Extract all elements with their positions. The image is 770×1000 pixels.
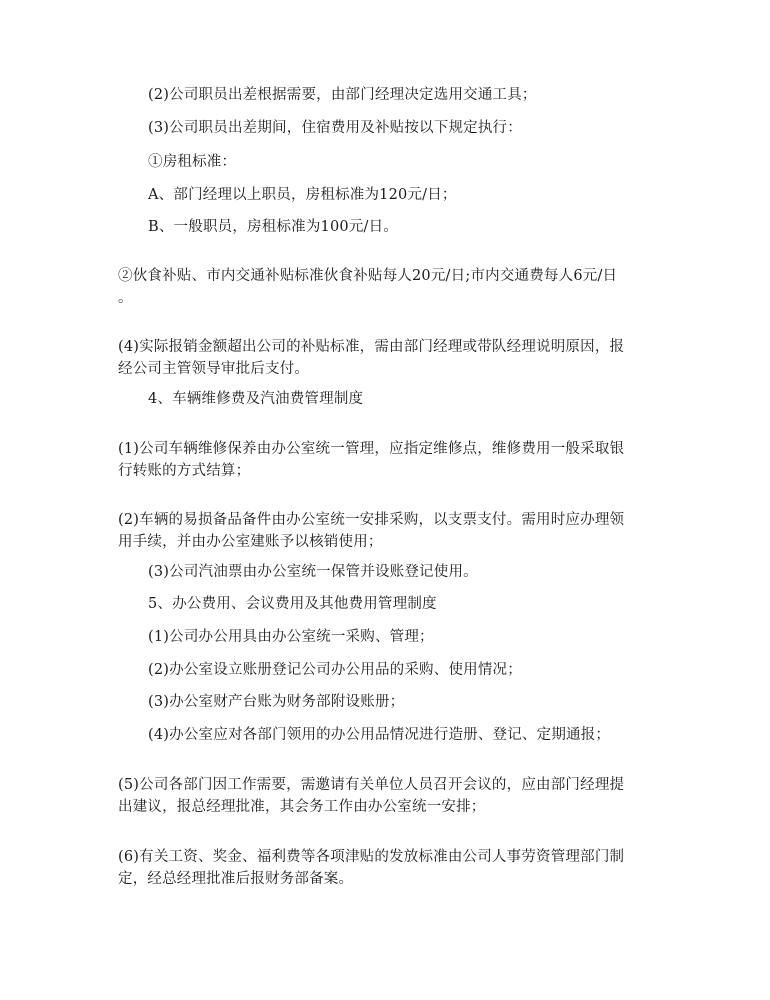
paragraph-line: (6)有关工资、奖金、福利费等各项津贴的发放标准由公司人事劳资管理部门制 — [118, 849, 625, 865]
paragraph-travel-transport: (2)公司职员出差根据需要，由部门经理决定选用交通工具； — [148, 87, 537, 103]
paragraph-line: 出建议，报总经理批准，其会务工作由办公室统一安排； — [118, 799, 486, 815]
paragraph-line: 经公司主管领导审批后支付。 — [118, 361, 310, 377]
paragraph-allowances — [118, 846, 658, 890]
paragraph-room-standard: ①房租标准： — [148, 154, 237, 170]
paragraph-office-ledger: (2)办公室设立账册登记公司办公用品的采购、使用情况； — [148, 662, 522, 678]
paragraph-room-staff: B、一般职员，房租标准为100元/日。 — [148, 219, 399, 235]
paragraph-meal-allowance — [118, 265, 658, 309]
paragraph-line: 用手续，并由办公室建账予以核销使用； — [118, 534, 383, 550]
paragraph-vehicle-maintenance — [118, 438, 658, 482]
paragraph-office-supplies: (1)公司办公用具由办公室统一采购、管理； — [148, 629, 434, 645]
paragraph-line: ②伙食补贴、市内交通补贴标准伙食补贴每人20元/日;市内交通费每人6元/日 — [118, 268, 618, 284]
paragraph-property-ledger: (3)办公室财产台账为财务部附设账册； — [148, 694, 405, 710]
paragraph-supplies-report: (4)办公室应对各部门领用的办公用品情况进行造册、登记、定期通报； — [148, 727, 611, 743]
paragraph-line: 。 — [118, 290, 133, 306]
paragraph-meetings — [118, 774, 658, 818]
section-heading-vehicle: 4、车辆维修费及汽油费管理制度 — [148, 391, 364, 407]
section-heading-office-expenses: 5、办公费用、会议费用及其他费用管理制度 — [148, 596, 437, 612]
paragraph-vehicle-parts — [118, 509, 658, 553]
paragraph-reimbursement-excess — [118, 336, 658, 380]
paragraph-line: (5)公司各部门因工作需要，需邀请有关单位人员召开会议的，应由部门经理提 — [118, 777, 625, 793]
paragraph-line: (2)车辆的易损备品备件由办公室统一安排采购，以支票支付。需用时应办理领 — [118, 512, 625, 528]
paragraph-travel-lodging: (3)公司职员出差期间，住宿费用及补贴按以下规定执行： — [148, 120, 522, 136]
paragraph-fuel-tickets: (3)公司汽油票由办公室统一保管并设账登记使用。 — [148, 564, 478, 580]
paragraph-line: 定，经总经理批准后报财务部备案。 — [118, 871, 354, 887]
paragraph-room-manager: A、部门经理以上职员，房租标准为120元/日； — [148, 187, 457, 203]
paragraph-line: (4)实际报销金额超出公司的补贴标准，需由部门经理或带队经理说明原因，报 — [118, 339, 625, 355]
paragraph-line: (1)公司车辆维修保养由办公室统一管理，应指定维修点，维修费用一般采取银 — [118, 441, 625, 457]
paragraph-line: 行转账的方式结算； — [118, 463, 251, 479]
